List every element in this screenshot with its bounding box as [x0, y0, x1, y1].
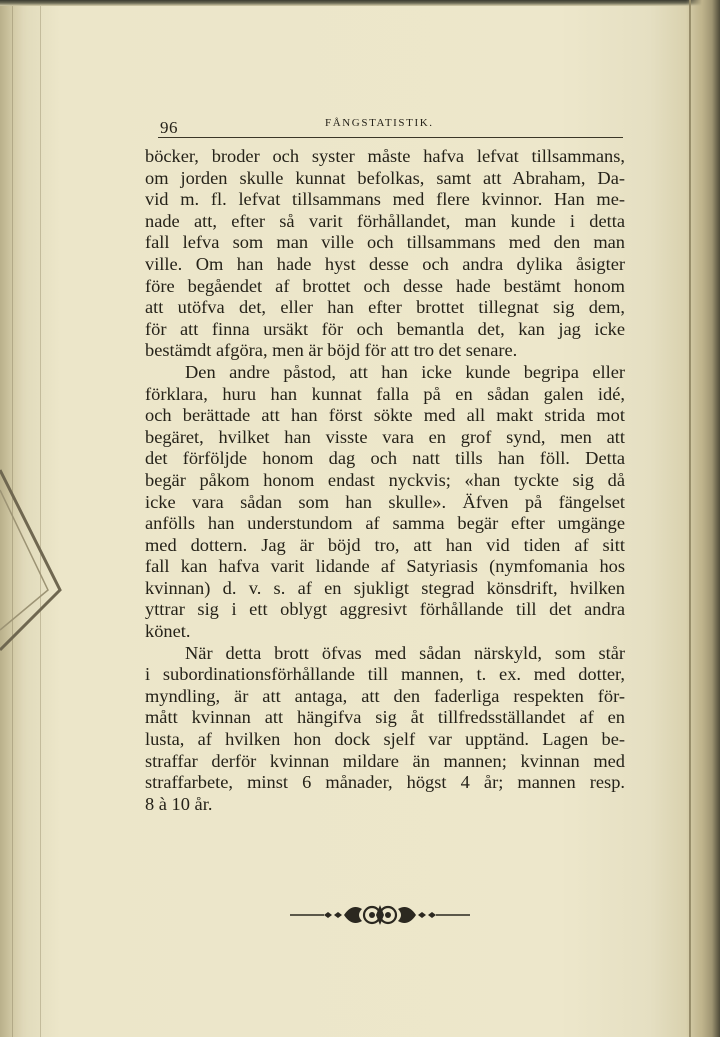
text-line: bestämdt afgöra, men är böjd för att tro det senare.	[145, 340, 518, 361]
text-line: före begåendet af brottet och desse hade bestämt honom	[145, 275, 625, 296]
text-line: mått kvinnan att hängifva sig åt tillfredsställandet af en	[145, 707, 625, 728]
paragraph-start: När detta brott öfvas med sådan närskyld, som står	[185, 642, 625, 663]
text-line: ville. Om han hade hyst desse och andra dylika åsigter	[145, 253, 625, 274]
tailpiece-ornament-icon	[290, 900, 470, 930]
text-line: böcker, broder och syster måste hafva lefvat tillsammans,	[145, 146, 625, 166]
header-rule	[158, 137, 623, 138]
paragraph-start: Den andre påstod, att han icke kunde begripa eller	[185, 361, 625, 382]
text-line: för att finna ursäkt för och bemantla det, kan jag icke	[145, 318, 625, 339]
text-line: myndling, är att antaga, att den faderliga respekten för-	[145, 685, 625, 706]
text-line: fall lefva som man ville och tillsammans med den man	[145, 232, 625, 253]
text-line: att utöfva det, eller han efter brottet tillegnat sig dem,	[145, 297, 625, 318]
text-line: vid m. fl. lefvat tillsammans med flere kvinnor. Han me-	[145, 189, 625, 210]
text-line: icke vara sådan som han skulle». Äfven på fängelset	[145, 491, 625, 512]
page-number: 96	[160, 118, 178, 137]
text-line: nade att, efter så varit förhållandet, man kunde i detta	[145, 210, 625, 231]
text-line: fall kan hafva varit lidande af Satyriasis (nymfomania hos	[145, 556, 625, 577]
text-line: 8 à 10 år.	[145, 793, 213, 814]
text-line: könet.	[145, 621, 191, 642]
text-line: anfölls han understundom af samma begär efter umgänge	[145, 513, 625, 534]
text-line: och berättade att han först sökte med all makt strida mot	[145, 405, 625, 426]
text-line: kvinnan) d. v. s. af en sjukligt stegrad könsdrift, hvilken	[145, 577, 625, 598]
text-line: lusta, af hvilken hon dock sjelf var upptänd. Lagen be-	[145, 729, 625, 750]
text-line: straffarbete, minst 6 månader, högst 4 år; mannen resp.	[145, 772, 625, 793]
body-text	[145, 146, 625, 815]
text-line: straffar derför kvinnan mildare än mannen; kvinnan med	[145, 750, 625, 771]
text-line: med dottern. Jag är böjd tro, att han vid tiden af sitt	[145, 534, 625, 555]
text-line: om jorden skulle kunnat befolkas, samt att Abraham, Da-	[145, 167, 625, 188]
text-line: det förföljde honom dag och natt tills han föll. Detta	[145, 448, 625, 469]
text-line: yttrar sig i ett oblygt aggresivt förhållande till det andra	[145, 599, 625, 620]
running-head: FÅNGSTATISTIK.	[325, 117, 434, 129]
text-line: förklara, huru han kunnat falla på en sådan galen idé,	[145, 383, 625, 404]
text-line: begäret, hvilket han visste vara en grof synd, men att	[145, 426, 625, 447]
text-line: i subordinationsförhållande till mannen, t. ex. med dotter,	[145, 664, 625, 685]
text-line: begär påkom honom endast nyckvis; «han tyckte sig då	[145, 469, 625, 490]
